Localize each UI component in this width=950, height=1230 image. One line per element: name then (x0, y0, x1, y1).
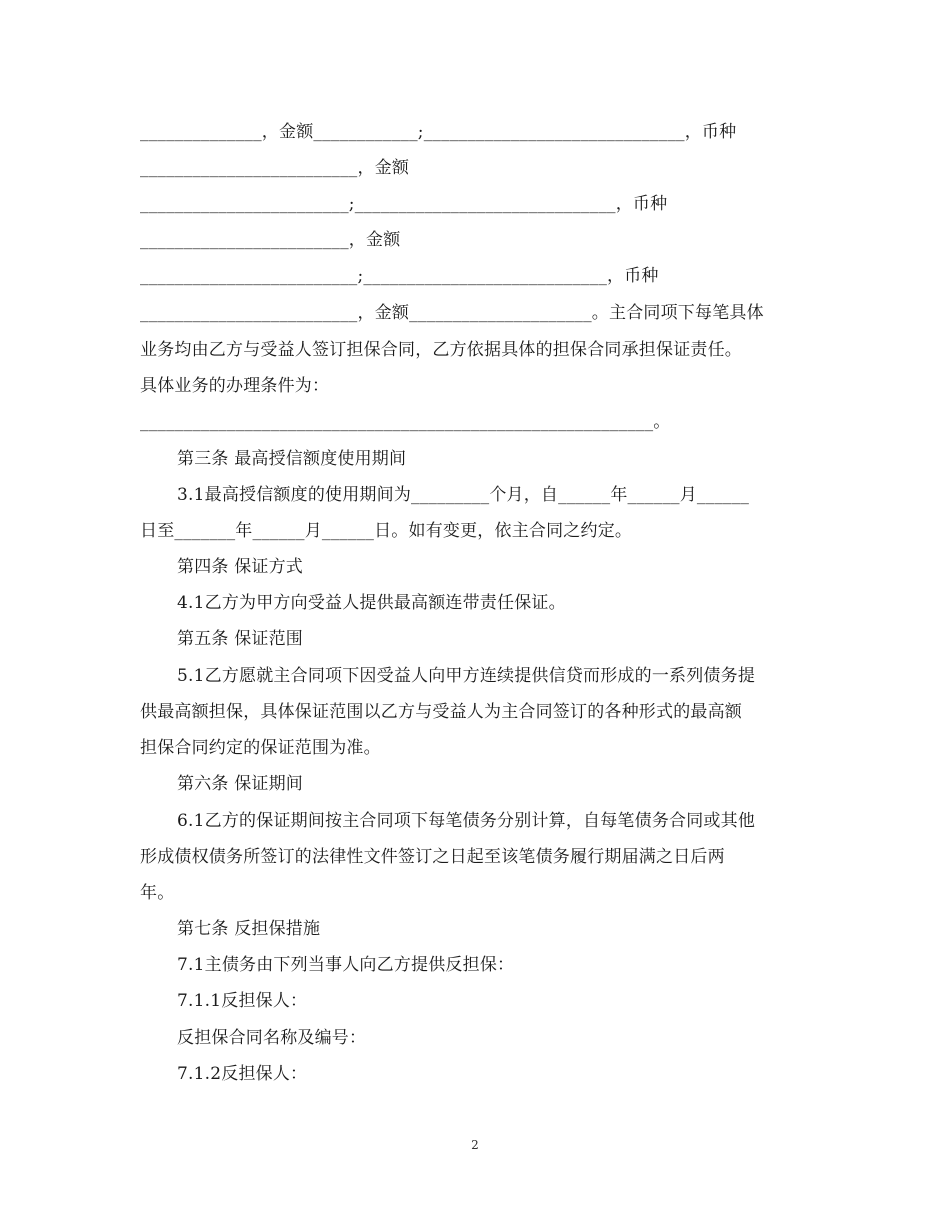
clause-3-1-cont: 日至_______年______月______日。如有变更，依主合同之约定。 (140, 521, 633, 541)
article-7-heading: 第七条 反担保措施 (177, 919, 321, 939)
clause-3-1: 3.1最高授信额度的使用期间为_________个月，自______年______月______ (177, 485, 750, 505)
clause-5-1-cont: 供最高额担保，具体保证范围以乙方与受益人为主合同签订的各种形式的最高额 (140, 702, 742, 722)
currency-line: ________________________;______________________________，币种 (140, 194, 668, 214)
counter-guarantee-contract-line: 反担保合同名称及编号： (177, 1028, 367, 1048)
clause-6-1-cont: 形成债权债务所签订的法律性文件签订之日起至该笔债务履行期届满之日后两 (140, 847, 725, 867)
clause-7-1-1: 7.1.1反担保人： (177, 991, 308, 1011)
article-6-heading: 第六条 保证期间 (177, 774, 304, 794)
amount-line: _________________________，金额_____________________。主合同项下每笔具体 (140, 303, 764, 323)
conditions-blank-line: ___________________________________________________________。 (140, 412, 671, 432)
clause-5-1: 5.1乙方愿就主合同项下因受益人向甲方连续提供信贷而形成的一系列债务提 (177, 666, 756, 686)
amount-line: ________________________，金额 (140, 230, 401, 250)
article-3-heading: 第三条 最高授信额度使用期间 (177, 449, 407, 469)
paragraph-line: 具体业务的办理条件为： (140, 376, 330, 396)
clause-6-1-cont: 年。 (140, 883, 175, 903)
article-4-heading: 第四条 保证方式 (177, 557, 304, 577)
page-number: 2 (471, 1138, 479, 1152)
currency-line: _________________________;____________________________，币种 (140, 266, 659, 286)
article-5-heading: 第五条 保证范围 (177, 629, 304, 649)
amount-line: _________________________，金额 (140, 158, 410, 178)
clause-6-1: 6.1乙方的保证期间按主合同项下每笔债务分别计算，自每笔债务合同或其他 (177, 811, 756, 831)
clause-7-1-2: 7.1.2反担保人： (177, 1064, 308, 1084)
amount-currency-line: ______________，金额____________;______________________________，币种 (140, 122, 737, 142)
clause-7-1: 7.1主债务由下列当事人向乙方提供反担保： (177, 955, 515, 975)
clause-5-1-cont: 担保合同约定的保证范围为准。 (140, 738, 381, 758)
clause-4-1: 4.1乙方为甲方向受益人提供最高额连带责任保证。 (177, 593, 566, 613)
paragraph-line: 业务均由乙方与受益人签订担保合同，乙方依据具体的担保合同承担保证责任。 (140, 340, 742, 360)
